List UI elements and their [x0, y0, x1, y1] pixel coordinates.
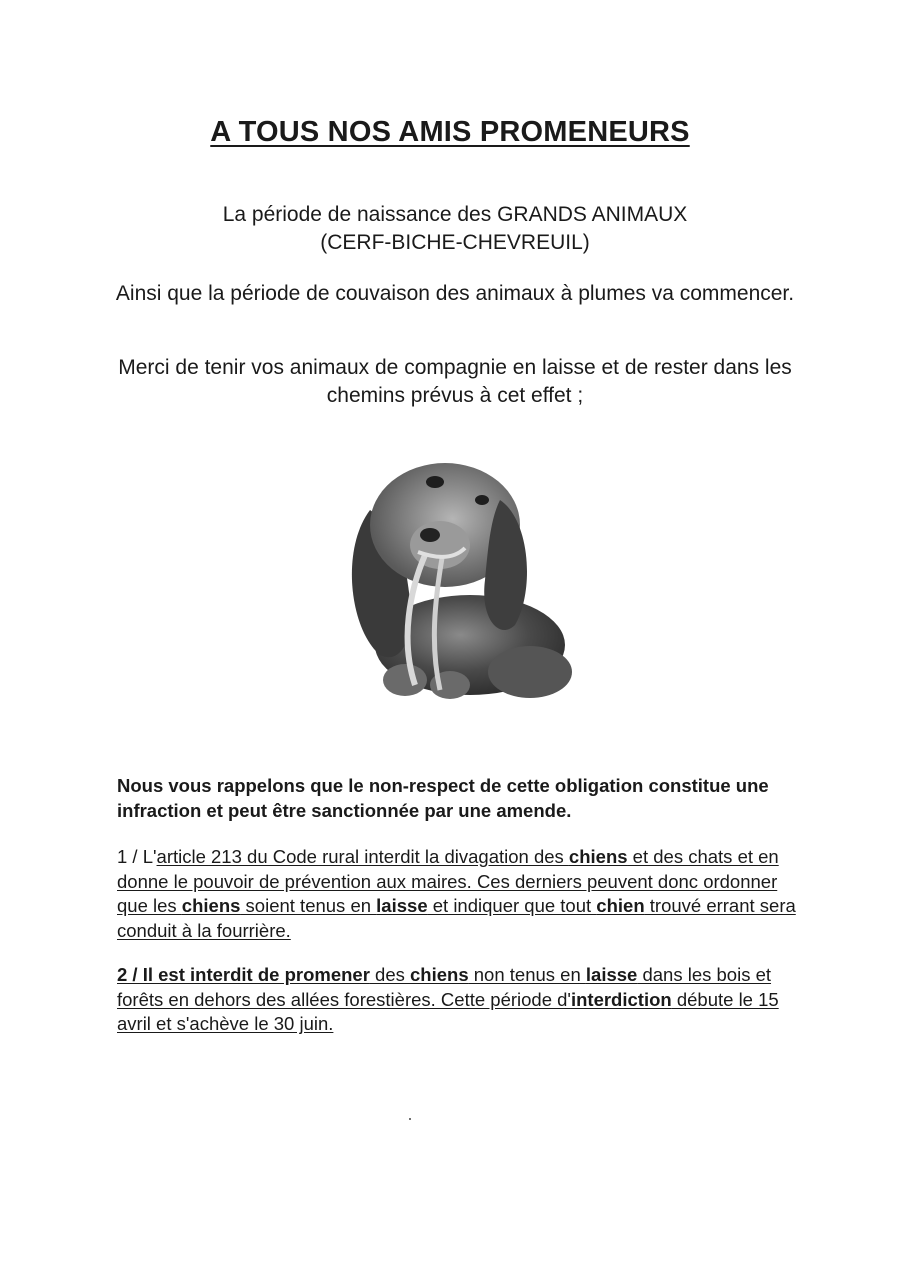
page-title: A TOUS NOS AMIS PROMENEURS [210, 116, 690, 148]
scan-speck [409, 1118, 411, 1120]
forest-prohibition-paragraph: 2 / Il est interdit de promener des chiens non tenus en laisse dans les bois et forêts en dehors des allées forestières. Cette période d'interdiction débute le 15 avril et s'achève le 30 juin. [117, 964, 779, 1034]
animals-list-line: (CERF-BICHE-CHEVREUIL) [320, 231, 590, 254]
puppy-with-leash-icon [330, 440, 580, 710]
birth-period-line: La période de naissance des GRANDS ANIMAUX [222, 203, 688, 226]
birth-period-paragraph [90, 201, 820, 257]
article-213-paragraph: 1 / L'article 213 du Code rural interdit la divagation des chiens et des chats et en donne le pouvoir de prévention aux maires. Ces derniers peuvent donc ordonner que les chiens soient tenus en laisse et indiquer que tout chien trouvé errant sera conduit à la fourrière. [117, 846, 796, 941]
leash-request-paragraph: Merci de tenir vos animaux de compagnie en laisse et de rester dans les chemins prévus à cet effet ; [118, 356, 792, 407]
brooding-paragraph: Ainsi que la période de couvaison des animaux à plumes va commencer. [115, 282, 795, 305]
fine-warning-paragraph: Nous vous rappelons que le non-respect de cette obligation constitue une infraction et peut être sanctionnée par une amende. [117, 775, 769, 821]
